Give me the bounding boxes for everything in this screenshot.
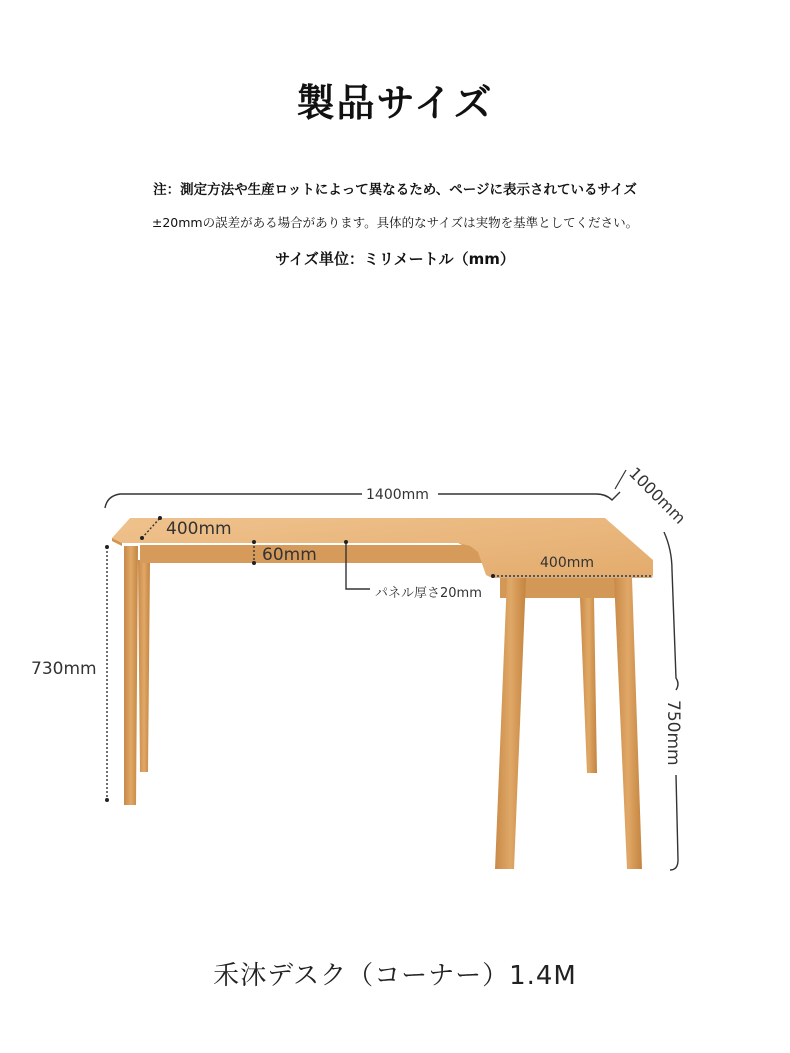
apron-height-label: 60mm (262, 545, 317, 565)
return-depth-label: 400mm (540, 555, 594, 571)
depth-label: 1000mm (625, 463, 690, 528)
desk-dimension-diagram (0, 440, 790, 900)
page-title: 製品サイズ (296, 81, 494, 125)
product-name: 禾沐デスク（コーナー）1.4M (213, 961, 577, 991)
left-height-label: 730mm (31, 659, 97, 679)
measurement-note-line-1: 注：測定方法や生産ロットによって異なるため、ページに表示されているサイズ (153, 182, 637, 198)
width-label: 1400mm (366, 487, 429, 503)
left-depth-label: 400mm (166, 519, 232, 539)
size-units-label: サイズ単位：ミリメートル（mm） (275, 250, 515, 268)
panel-thickness-label: パネル厚さ20mm (375, 586, 482, 601)
right-height-label: 750mm (663, 700, 683, 766)
measurement-note-line-2: ±20mmの誤差がある場合があります。具体的なサイズは実物を基準としてください。 (151, 215, 639, 230)
